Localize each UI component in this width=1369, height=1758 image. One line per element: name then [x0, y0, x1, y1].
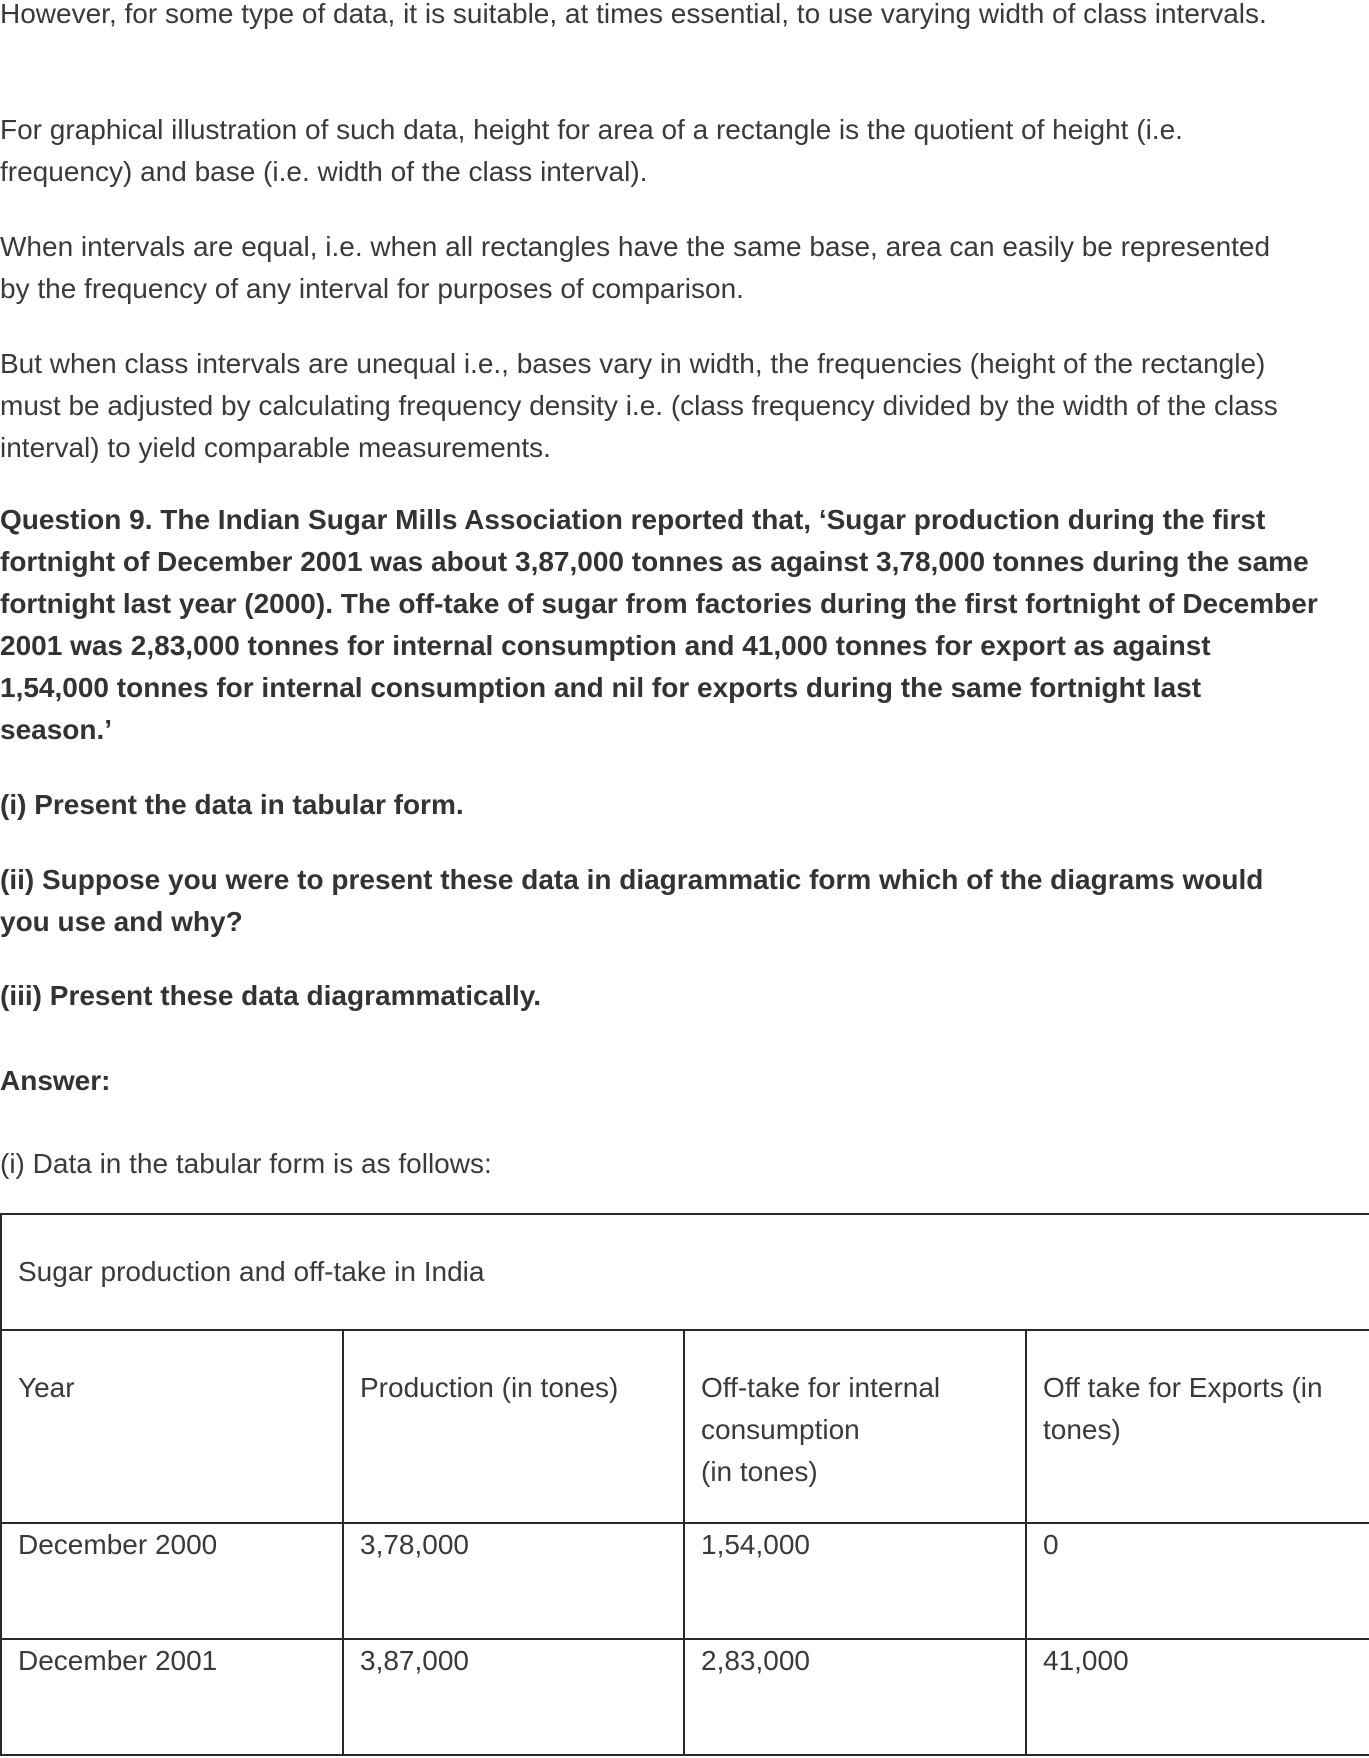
- header-internal-consumption: [684, 1330, 1026, 1523]
- question-9-text: Question 9. The Indian Sugar Mills Association reported that, ‘Sugar production during the first fortnight of December 2001 was about 3,87,000 tonnes as against 3,78,000 tonnes during the same fortnight last year (2000). The off-take of sugar from factories during the first fortnight of December 2001 was 2,83,000 tonnes for internal consumption and 41,000 tonnes for export as against 1,54,000 tonnes for internal consumption and nil for exports during the same fortnight last season.’: [0, 504, 1318, 745]
- paragraph-varying-width: However, for some type of data, it is suitable, at times essential, to use varying width of class intervals.: [0, 0, 1267, 29]
- question-part-ii: (ii) Suppose you were to present these data in diagrammatic form which of the diagrams would you use and why?: [0, 864, 1264, 937]
- question-part-iii: (iii) Present these data diagrammatically.: [0, 980, 542, 1011]
- header-exports: Off take for Exports (in tones): [1026, 1330, 1369, 1523]
- paragraph-graphical-illustration: For graphical illustration of such data, height for area of a rectangle is the quotient of height (i.e. frequency) and base (i.e. width of the class interval).: [0, 114, 1183, 187]
- paragraph-unequal-intervals: But when class intervals are unequal i.e., bases vary in width, the frequencies (height of the rectangle) must be adjusted by calculating frequency density i.e. (class frequency divided by the width of the class interval) to yield comparable measurements.: [0, 348, 1278, 463]
- header-production: Production (in tones): [343, 1330, 684, 1523]
- question-part-i: (i) Present the data in tabular form.: [0, 789, 464, 820]
- table-row: [1, 1523, 1369, 1639]
- cell-exports: 0: [1026, 1523, 1369, 1639]
- table-row: [1, 1639, 1369, 1755]
- sugar-data-table: [0, 1213, 1369, 1756]
- header-internal-line-1: Off-take for internal: [701, 1372, 941, 1403]
- cell-internal: 2,83,000: [684, 1639, 1026, 1755]
- header-internal-line-3: (in tones): [701, 1456, 818, 1487]
- header-year: Year: [1, 1330, 343, 1523]
- table-caption: Sugar production and off-take in India: [1, 1214, 1369, 1330]
- cell-year: December 2000: [1, 1523, 343, 1639]
- paragraph-equal-intervals: When intervals are equal, i.e. when all rectangles have the same base, area can easily be represented by the frequency of any interval for purposes of comparison.: [0, 231, 1271, 304]
- cell-internal: 1,54,000: [684, 1523, 1026, 1639]
- table-header-row: [1, 1330, 1369, 1523]
- answer-heading: Answer:: [0, 1065, 111, 1096]
- cell-production: 3,78,000: [343, 1523, 684, 1639]
- answer-intro: (i) Data in the tabular form is as follows:: [0, 1148, 492, 1179]
- cell-exports: 41,000: [1026, 1639, 1369, 1755]
- cell-production: 3,87,000: [343, 1639, 684, 1755]
- cell-year: December 2001: [1, 1639, 343, 1755]
- header-internal-line-2: consumption: [701, 1414, 860, 1445]
- table-caption-row: [1, 1214, 1369, 1330]
